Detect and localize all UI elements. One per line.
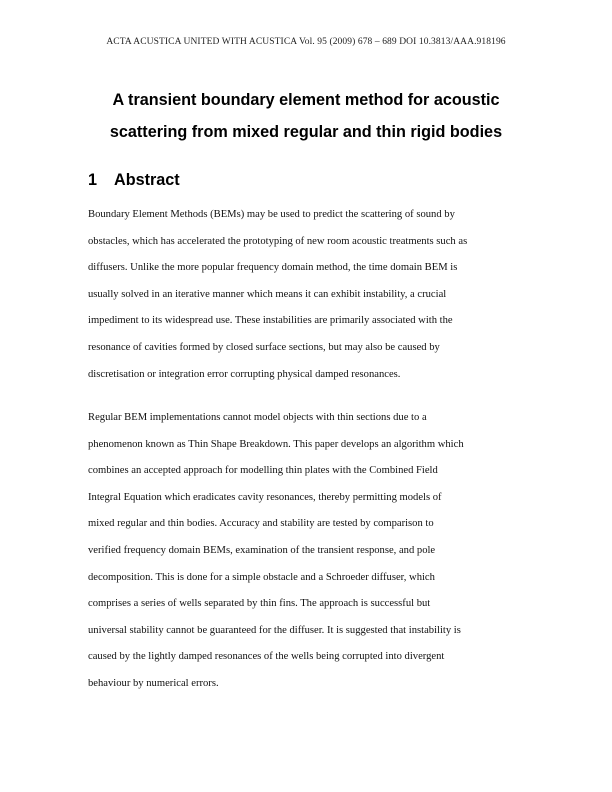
text-line: verified frequency domain BEMs, examination of the transient response, and pole [88, 544, 436, 556]
running-header: ACTA ACUSTICA UNITED WITH ACUSTICA Vol. 95 (2009) 678 – 689 DOI 10.3813/AAA.918196 [106, 37, 506, 47]
abstract-paragraph-1 [88, 202, 538, 388]
text-line: Regular BEM implementations cannot model objects with thin sections due to a [88, 412, 427, 423]
text-line: universal stability cannot be guaranteed for the diffuser. It is suggested that instability is [88, 624, 461, 636]
text-line: behaviour by numerical errors. [88, 677, 219, 689]
text-line: discretisation or integration error corrupting physical damped resonances. [88, 368, 401, 380]
text-line: Integral Equation which eradicates cavity resonances, thereby permitting models of [88, 491, 442, 503]
text-line: usually solved in an iterative manner which means it can exhibit instability, a crucial [88, 288, 447, 300]
text-line: impediment to its widespread use. These instabilities are primarily associated with the [88, 315, 453, 327]
abstract-paragraph-2 [88, 405, 538, 698]
text-line: decomposition. This is done for a simple obstacle and a Schroeder diffuser, which [88, 571, 435, 583]
paper-title-line: scattering from mixed regular and thin rigid bodies [109, 123, 503, 141]
section-number: 1 [88, 171, 98, 189]
text-line: combines an accepted approach for modelling thin plates with the Combined Field [88, 465, 438, 477]
text-line: phenomenon known as Thin Shape Breakdown. This paper develops an algorithm which [88, 438, 464, 450]
text-line: caused by the lightly damped resonances of the wells being corrupted into divergent [88, 651, 445, 663]
paper-title [60, 84, 552, 148]
text-line: Boundary Element Methods (BEMs) may be used to predict the scattering of sound by [88, 209, 455, 220]
paper-title-line: A transient boundary element method for acoustic [112, 91, 500, 109]
text-line: resonance of cavities formed by closed surface sections, but may also be caused by [88, 341, 440, 353]
text-line: obstacles, which has accelerated the prototyping of new room acoustic treatments such as [88, 235, 468, 247]
text-line: mixed regular and thin bodies. Accuracy and stability are tested by comparison to [88, 518, 434, 530]
section-heading-abstract [88, 170, 180, 190]
text-line: comprises a series of wells separated by thin fins. The approach is successful but [88, 598, 431, 610]
text-line: diffusers. Unlike the more popular frequency domain method, the time domain BEM is [88, 262, 458, 274]
section-title: Abstract [114, 171, 180, 189]
